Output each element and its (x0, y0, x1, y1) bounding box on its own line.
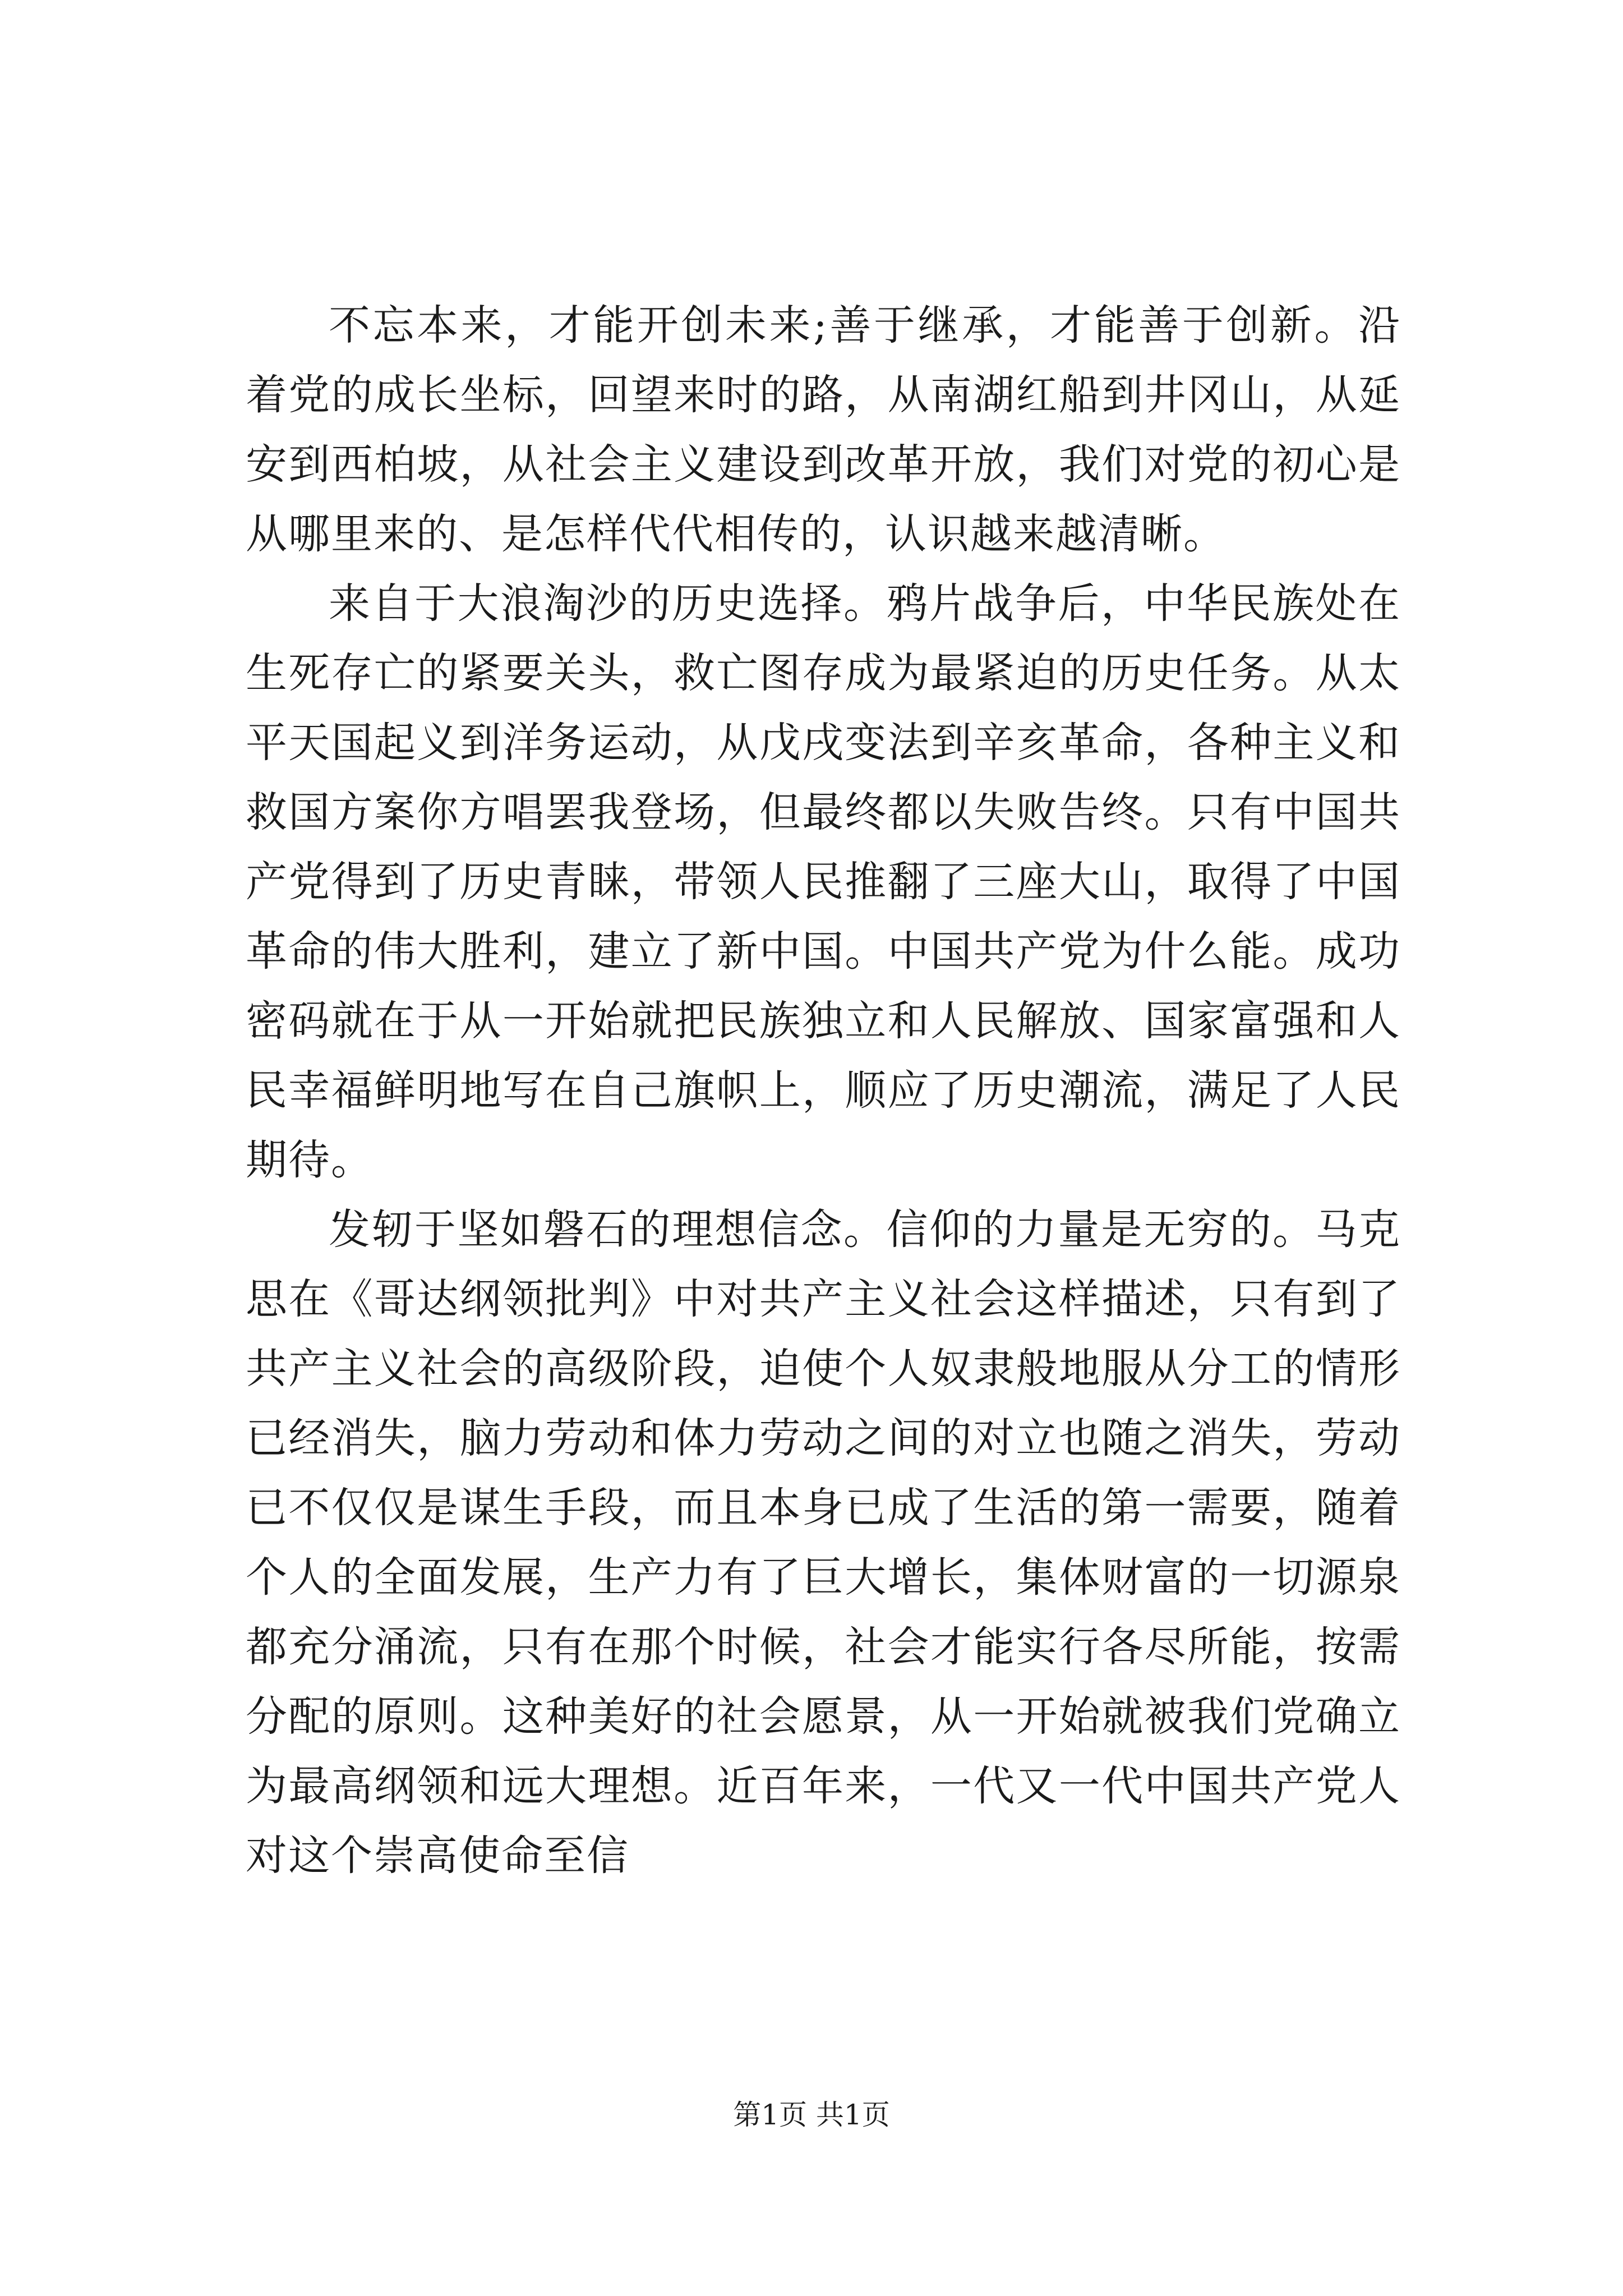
page-footer: 第1页 共1页 (733, 2099, 890, 2131)
paragraph-2: 来自于大浪淘沙的历史选择。鸦片战争后，中华民族处在生死存亡的紧要关头，救亡图存成为最紧迫的历史任务。从太平天国起义到洋务运动，从戊戌变法到辛亥革命，各种主义和救国方案你方唱罢我登场，但最终都以失败告终。只有中国共产党得到了历史青睐，带领人民推翻了三座大山，取得了中国革命的伟大胜利，建立了新中国。中国共产党为什么能。成功密码就在于从一开始就把民族独立和人民解放、国家富强和人民幸福鲜明地写在自己旗帜上，顺应了历史潮流，满足了人民期待。 (246, 579, 1401, 1184)
document-body (246, 291, 1401, 1890)
paragraph-3: 发轫于坚如磐石的理想信念。信仰的力量是无穷的。马克思在《哥达纲领批判》中对共产主义社会这样描述，只有到了共产主义社会的高级阶段，迫使个人奴隶般地服从分工的情形已经消失，脑力劳动和体力劳动之间的对立也随之消失，劳动已不仅仅是谋生手段，而且本身已成了生活的第一需要，随着个人的全面发展，生产力有了巨大增长，集体财富的一切源泉都充分涌流，只有在那个时候，社会才能实行各尽所能，按需分配的原则。这种美好的社会愿景，从一开始就被我们党确立为最高纲领和远大理想。近百年来，一代又一代中国共产党人对这个崇高使命至信 (246, 1205, 1401, 1880)
paragraph-1: 不忘本来，才能开创未来;善于继承，才能善于创新。沿着党的成长坐标，回望来时的路，从南湖红船到井冈山，从延安到西柏坡，从社会主义建设到改革开放，我们对党的初心是从哪里来的、是怎样代代相传的，认识越来越清晰。 (246, 301, 1401, 558)
